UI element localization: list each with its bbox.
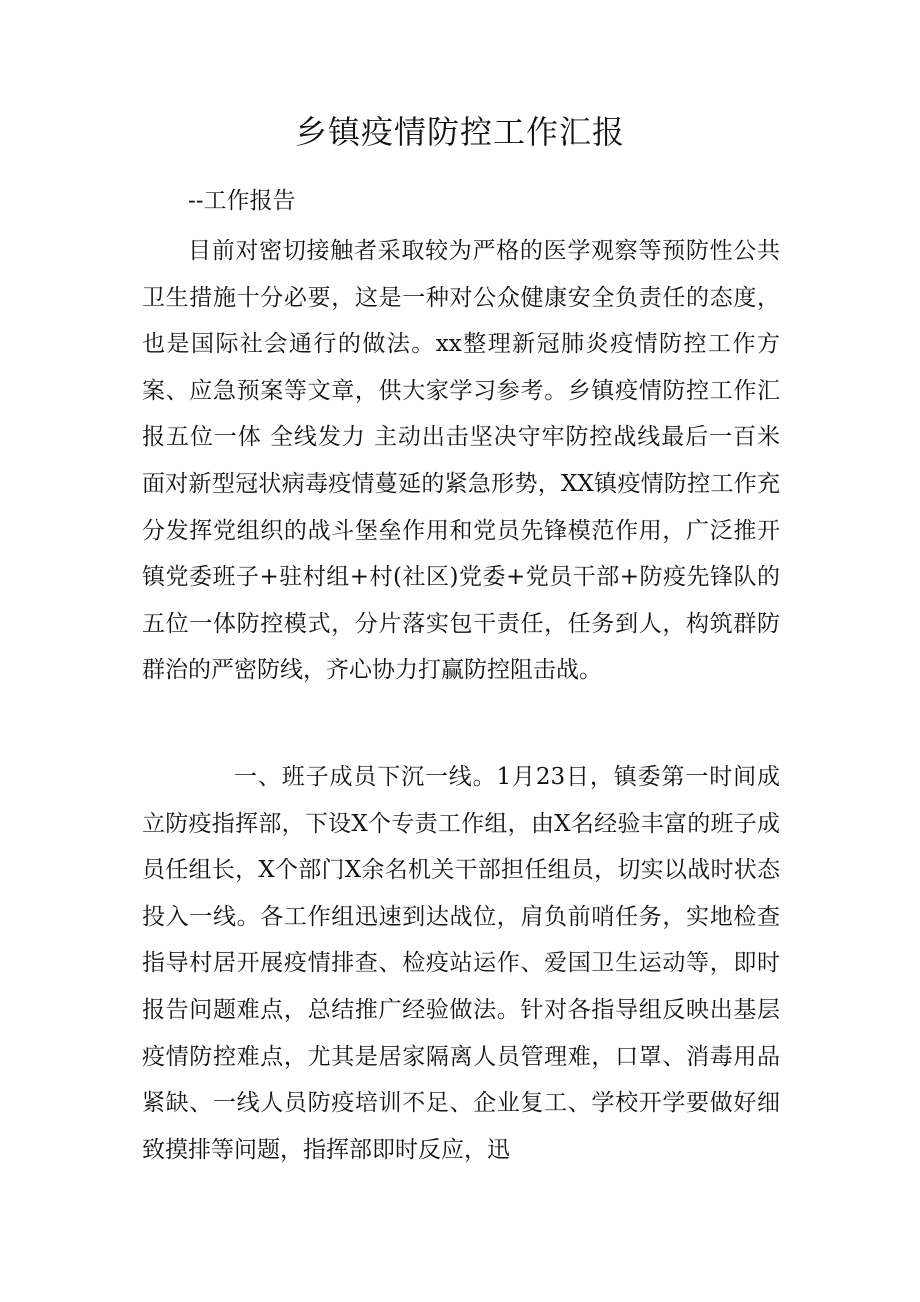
paragraph-intro: 目前对密切接触者采取较为严格的医学观察等预防性公共卫生措施十分必要，这是一种对公众健康安全负责任的态度，也是国际社会通行的做法。xx整理新冠肺炎疫情防控工作方案、应急预案等文章，供大家学习参考。乡镇疫情防控工作汇报五位一体 全线发力 主动出击坚决守牢防控战线最后一百米 面对新型冠状病毒疫情蔓延的紧急形势，XX镇疫情防控工作充分发挥党组织的战斗堡垒作用和党员先锋模范作用，广泛推开镇党委班子+驻村组+村(社区)党委+党员干部+防疫先锋队的五位一体防控模式，分片落实包干责任，任务到人，构筑群防群治的严密防线，齐心协力打赢防控阻击战。 (142, 238, 826, 684)
document-subtitle: --工作报告 (188, 188, 296, 214)
document-title: 乡镇疫情防控工作汇报 (294, 113, 625, 151)
paragraph-section-one: 一、班子成员下沉一线。1月23日，镇委第一时间成立防疫指挥部，下设X个专责工作组，由X名经验丰富的班子成员任组长，X个部门X余名机关干部担任组员，切实以战时状态投入一线。各工作组迅速到达战位，肩负前哨任务，实地检查指导村居开展疫情排查、检疫站运作、爱国卫生运动等，即时报告问题难点，总结推广经验做法。针对各指导组反映出基层疫情防控难点，尤其是居家隔离人员管理难，口罩、消毒用品紧缺、一线人员防疫培训不足、企业复工、学校开学要做好细致摸排等问题，指挥部即时反应，迅 (142, 764, 780, 1163)
